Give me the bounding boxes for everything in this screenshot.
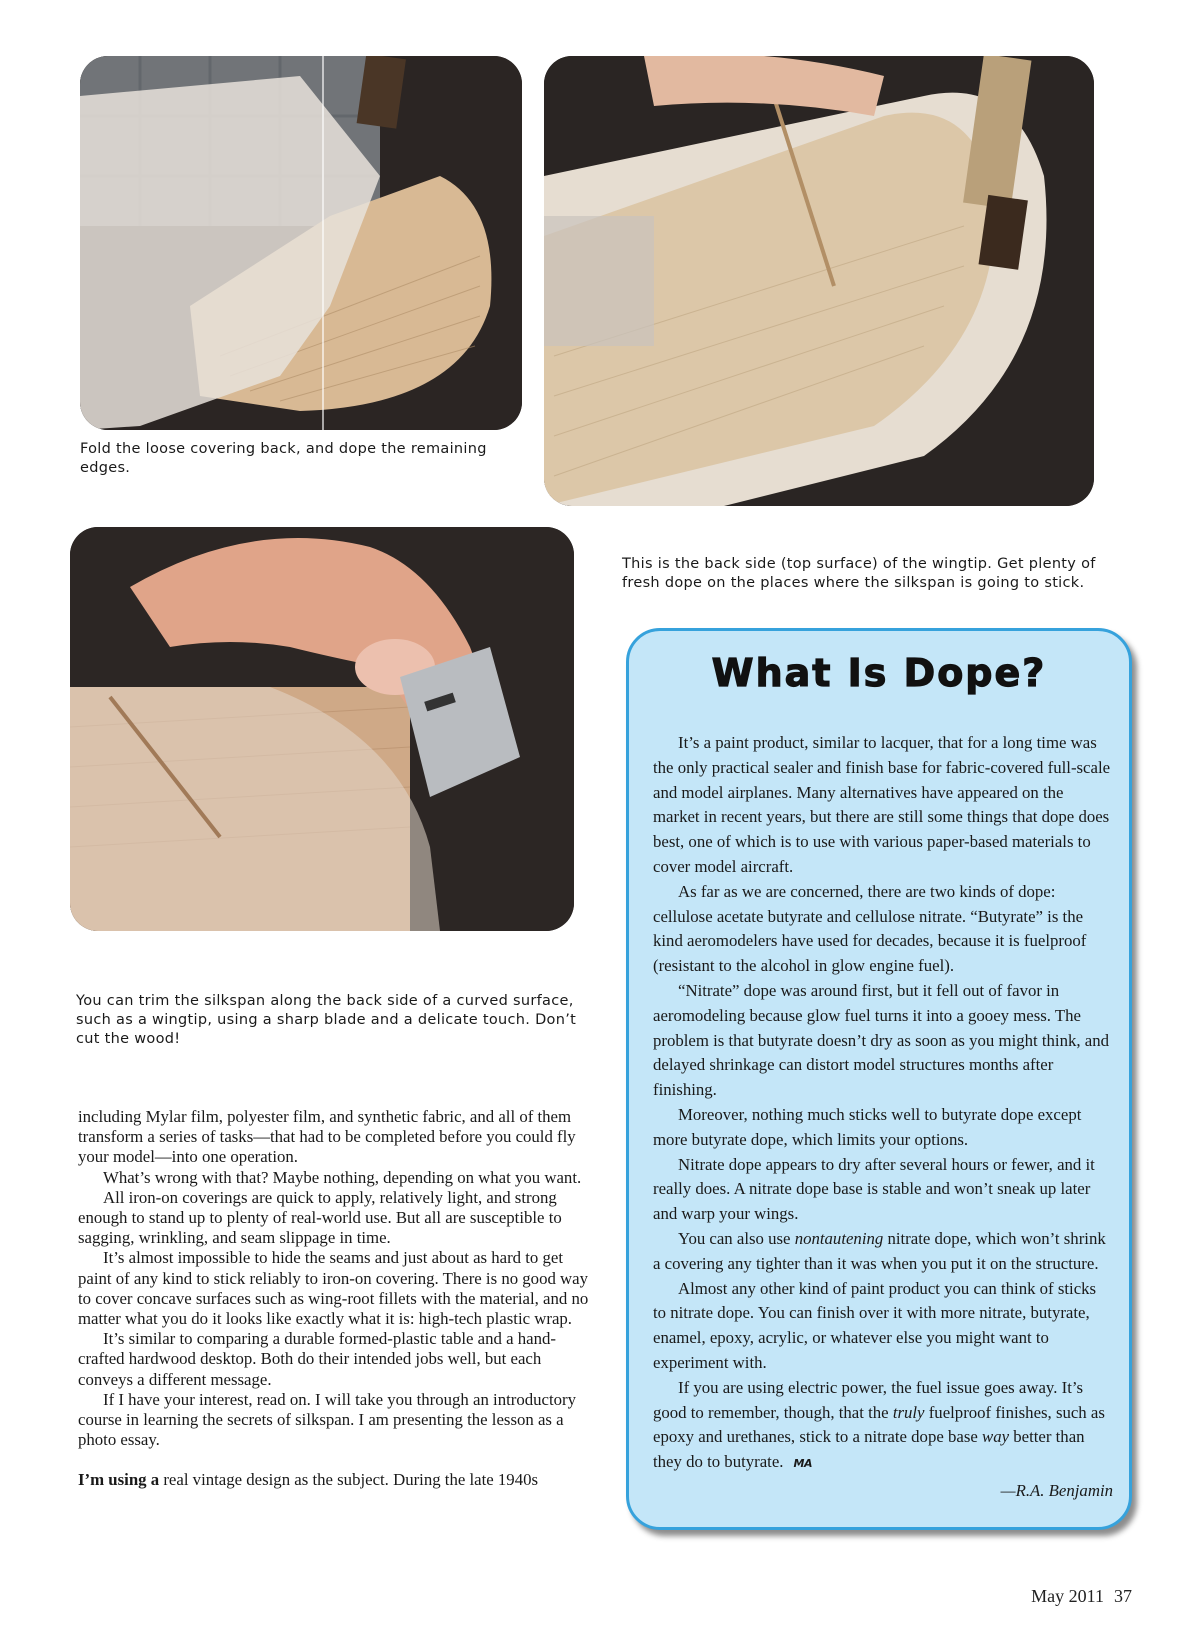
sidebar-what-is-dope [626, 628, 1132, 1530]
article-lead-rest: real vintage design as the subject. During the late 1940s [159, 1470, 539, 1490]
photo-trim-blade [70, 527, 574, 931]
photo-wingtip-back [544, 56, 1094, 506]
photo-wingtip-back-image [544, 56, 1094, 506]
article-paragraph: What’s wrong with that? Maybe nothing, depending on what you want. [103, 1167, 582, 1187]
sidebar-paragraph [653, 1376, 1113, 1477]
sidebar-paragraph: As far as we are concerned, there are two kinds of dope: cellulose acetate butyrate and cellulose nitrate. “Butyrate” is the kind aeromodelers have used for decades, because it is fuelproof (resistant to the alcohol in glow engine fuel). [653, 881, 1087, 976]
sidebar-title: What Is Dope? [711, 651, 1047, 695]
article-paragraph: It’s almost impossible to hide the seams and just about as hard to get paint of any kind to stick reliably to iron-on covering. There is no good way to cover concave surfaces such as wing-root fillets with the material, and no matter what you do it looks like exactly what it is: high-tech plastic wrap. [78, 1248, 589, 1329]
sidebar-byline: —R.A. Benjamin [1000, 1480, 1113, 1500]
sidebar-text: If you are using electric power, the fuel issue goes away. It’s good to remember, though, that the [653, 1377, 1084, 1422]
sidebar-emphasis: truly [892, 1402, 925, 1422]
sidebar-paragraph: It’s a paint product, similar to lacquer, that for a long time was the only practical sealer and finish base for fabric-covered full-scale and model airplanes. Many alternatives have appeared on the market in recent years, but there are still some things that dope does best, one of which is to use with various paper-based materials to cover model aircraft. [653, 733, 1111, 876]
article-paragraph: including Mylar film, polyester film, and synthetic fabric, and all of them transform a series of tasks—that had to be completed before you could fly your model—into one operation. [78, 1107, 576, 1167]
article-paragraph: If I have your interest, read on. I will take you through an introductory course in learning the secrets of silkspan. I am presenting the lesson as a photo essay. [78, 1389, 576, 1450]
article-lead-bold: I’m using a [78, 1470, 160, 1490]
article-lead-paragraph [78, 1470, 598, 1490]
photo-fold-covering [80, 56, 522, 430]
sidebar-text: nitrate dope, which won’t shrink a covering any tighter than it was when you put it on the structure. [653, 1228, 1106, 1273]
folio-issue: May 2011 [1031, 1586, 1104, 1606]
sidebar-text: better than they do to butyrate. [653, 1427, 1085, 1472]
caption-trim-blade: You can trim the silkspan along the back side of a curved surface, such as a wingtip, using a sharp blade and a delicate touch. Don’t cut the wood! [76, 993, 577, 1047]
photo-fold-covering-image [80, 56, 522, 430]
sidebar-text: fuelproof finishes, such as epoxy and urethanes, stick to a nitrate dope base [653, 1402, 1105, 1447]
article-body [78, 1107, 598, 1491]
article-paragraph: It’s similar to comparing a durable formed-plastic table and a hand-crafted hardwood desktop. Both do their intended jobs well, but each conveys a different message. [78, 1329, 556, 1389]
caption-wingtip-back: This is the back side (top surface) of the wingtip. Get plenty of fresh dope on the places where the silkspan is going to stick. [622, 556, 1096, 591]
photo-trim-blade-image [70, 527, 574, 931]
sidebar-body [653, 731, 1113, 1504]
sidebar-paragraph [653, 1227, 1113, 1277]
sidebar-text: You can also use [678, 1228, 795, 1248]
sidebar-paragraph: Nitrate dope appears to dry after several hours or fewer, and it really does. A nitrate dope base is stable and won’t sneak up later and warp your wings. [653, 1154, 1095, 1224]
sidebar-paragraph: Almost any other kind of paint product you can think of sticks to nitrate dope. You can finish over it with more nitrate, butyrate, enamel, epoxy, acrylic, or whatever else you might want to experiment with. [653, 1278, 1097, 1372]
page-folio [1031, 1586, 1132, 1607]
sidebar-paragraph: “Nitrate” dope was around first, but it fell out of favor in aeromodeling because glow fuel turns it into a gooey mess. The problem is that butyrate doesn’t dry as soon as you might think, and delayed shrinkage can distort model structures months after finishing. [653, 980, 1109, 1100]
end-mark-ma: MA [793, 1457, 812, 1471]
caption-fold-covering: Fold the loose covering back, and dope the remaining edges. [80, 441, 487, 476]
sidebar-emphasis: nontautening [794, 1228, 884, 1248]
folio-page-number: 37 [1114, 1586, 1132, 1606]
sidebar-emphasis: way [982, 1427, 1010, 1447]
sidebar-paragraph: Moreover, nothing much sticks well to butyrate dope except more butyrate dope, which limits your options. [653, 1104, 1082, 1149]
article-paragraph: All iron-on coverings are quick to apply, relatively light, and strong enough to stand up to plenty of real-world use. But all are susceptible to sagging, wrinkling, and seam slippage in time. [78, 1187, 562, 1248]
